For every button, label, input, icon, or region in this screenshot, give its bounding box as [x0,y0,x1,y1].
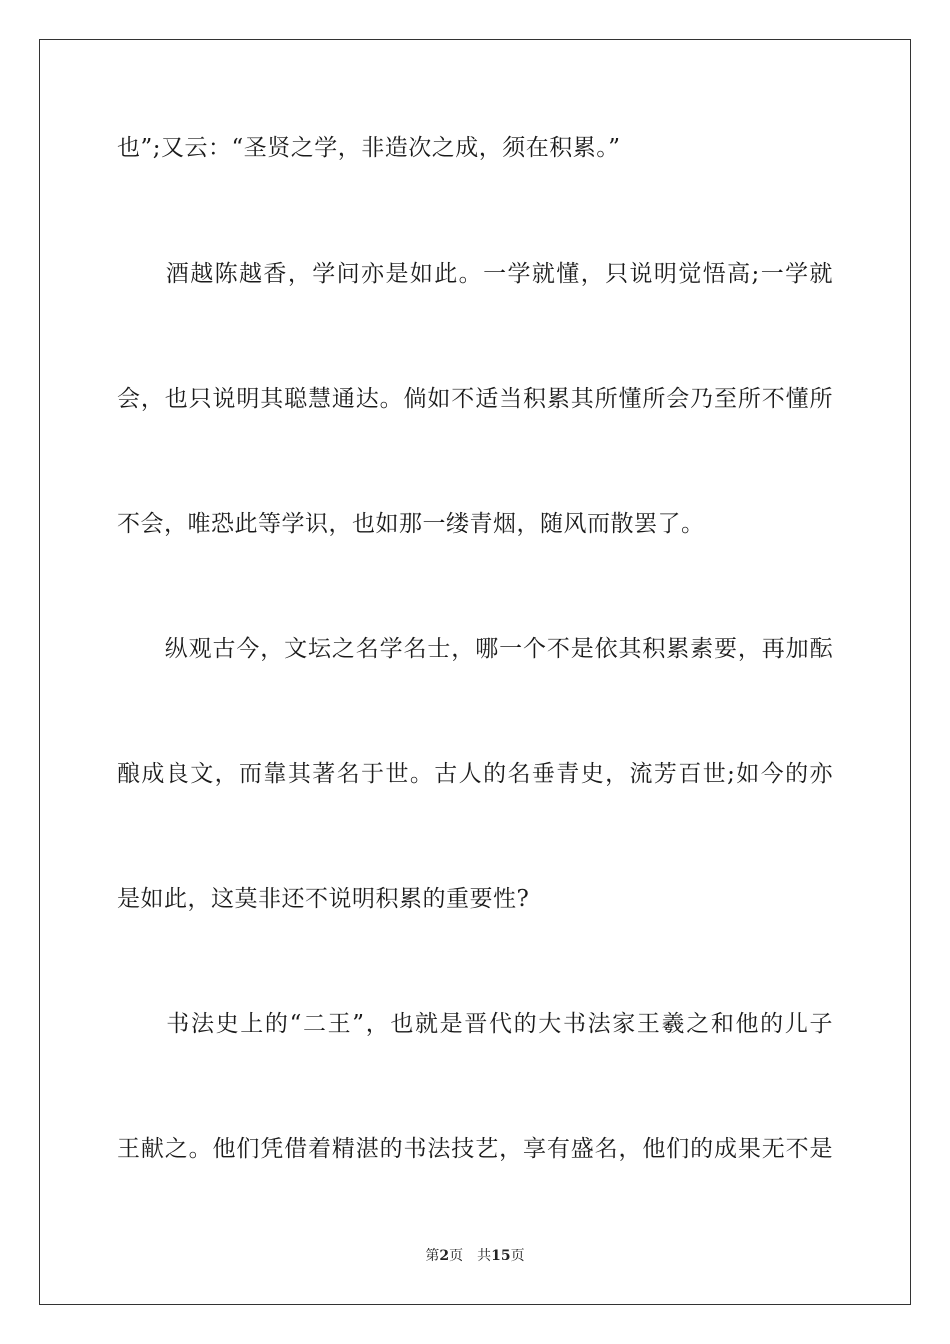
text-line-1: 也”;又云：“圣贤之学，非造次之成，须在积累。” [117,135,621,161]
text-line-5: 纵观古今，文坛之名学名士，哪一个不是依其积累素要，再加酝 [117,636,833,662]
current-page-number: 2 [439,1248,450,1264]
text-line-8: 书法史上的“二王”，也就是晋代的大书法家王羲之和他的儿子 [117,1011,833,1037]
text-line-4: 不会，唯恐此等学识，也如那一缕青烟，随风而散罢了。 [117,511,705,537]
total-label-suffix: 页 [510,1248,525,1264]
total-label-prefix: 共 [477,1248,492,1264]
text-line-9: 王献之。他们凭借着精湛的书法技艺，享有盛名，他们的成果无不是 [117,1136,833,1162]
text-line-7: 是如此，这莫非还不说明积累的重要性? [117,886,530,912]
page-label-prefix: 第 [425,1248,440,1264]
page-footer [0,1247,950,1265]
page-border [39,39,911,1305]
text-line-6: 酿成良文，而靠其著名于世。古人的名垂青史，流芳百世;如今的亦 [117,761,833,787]
page-label-suffix: 页 [449,1248,464,1264]
text-line-2: 酒越陈越香，学问亦是如此。一学就懂，只说明觉悟高;一学就 [117,261,833,287]
text-line-3: 会，也只说明其聪慧通达。倘如不适当积累其所懂所会乃至所不懂所 [117,386,833,412]
total-pages-number: 15 [491,1248,511,1264]
